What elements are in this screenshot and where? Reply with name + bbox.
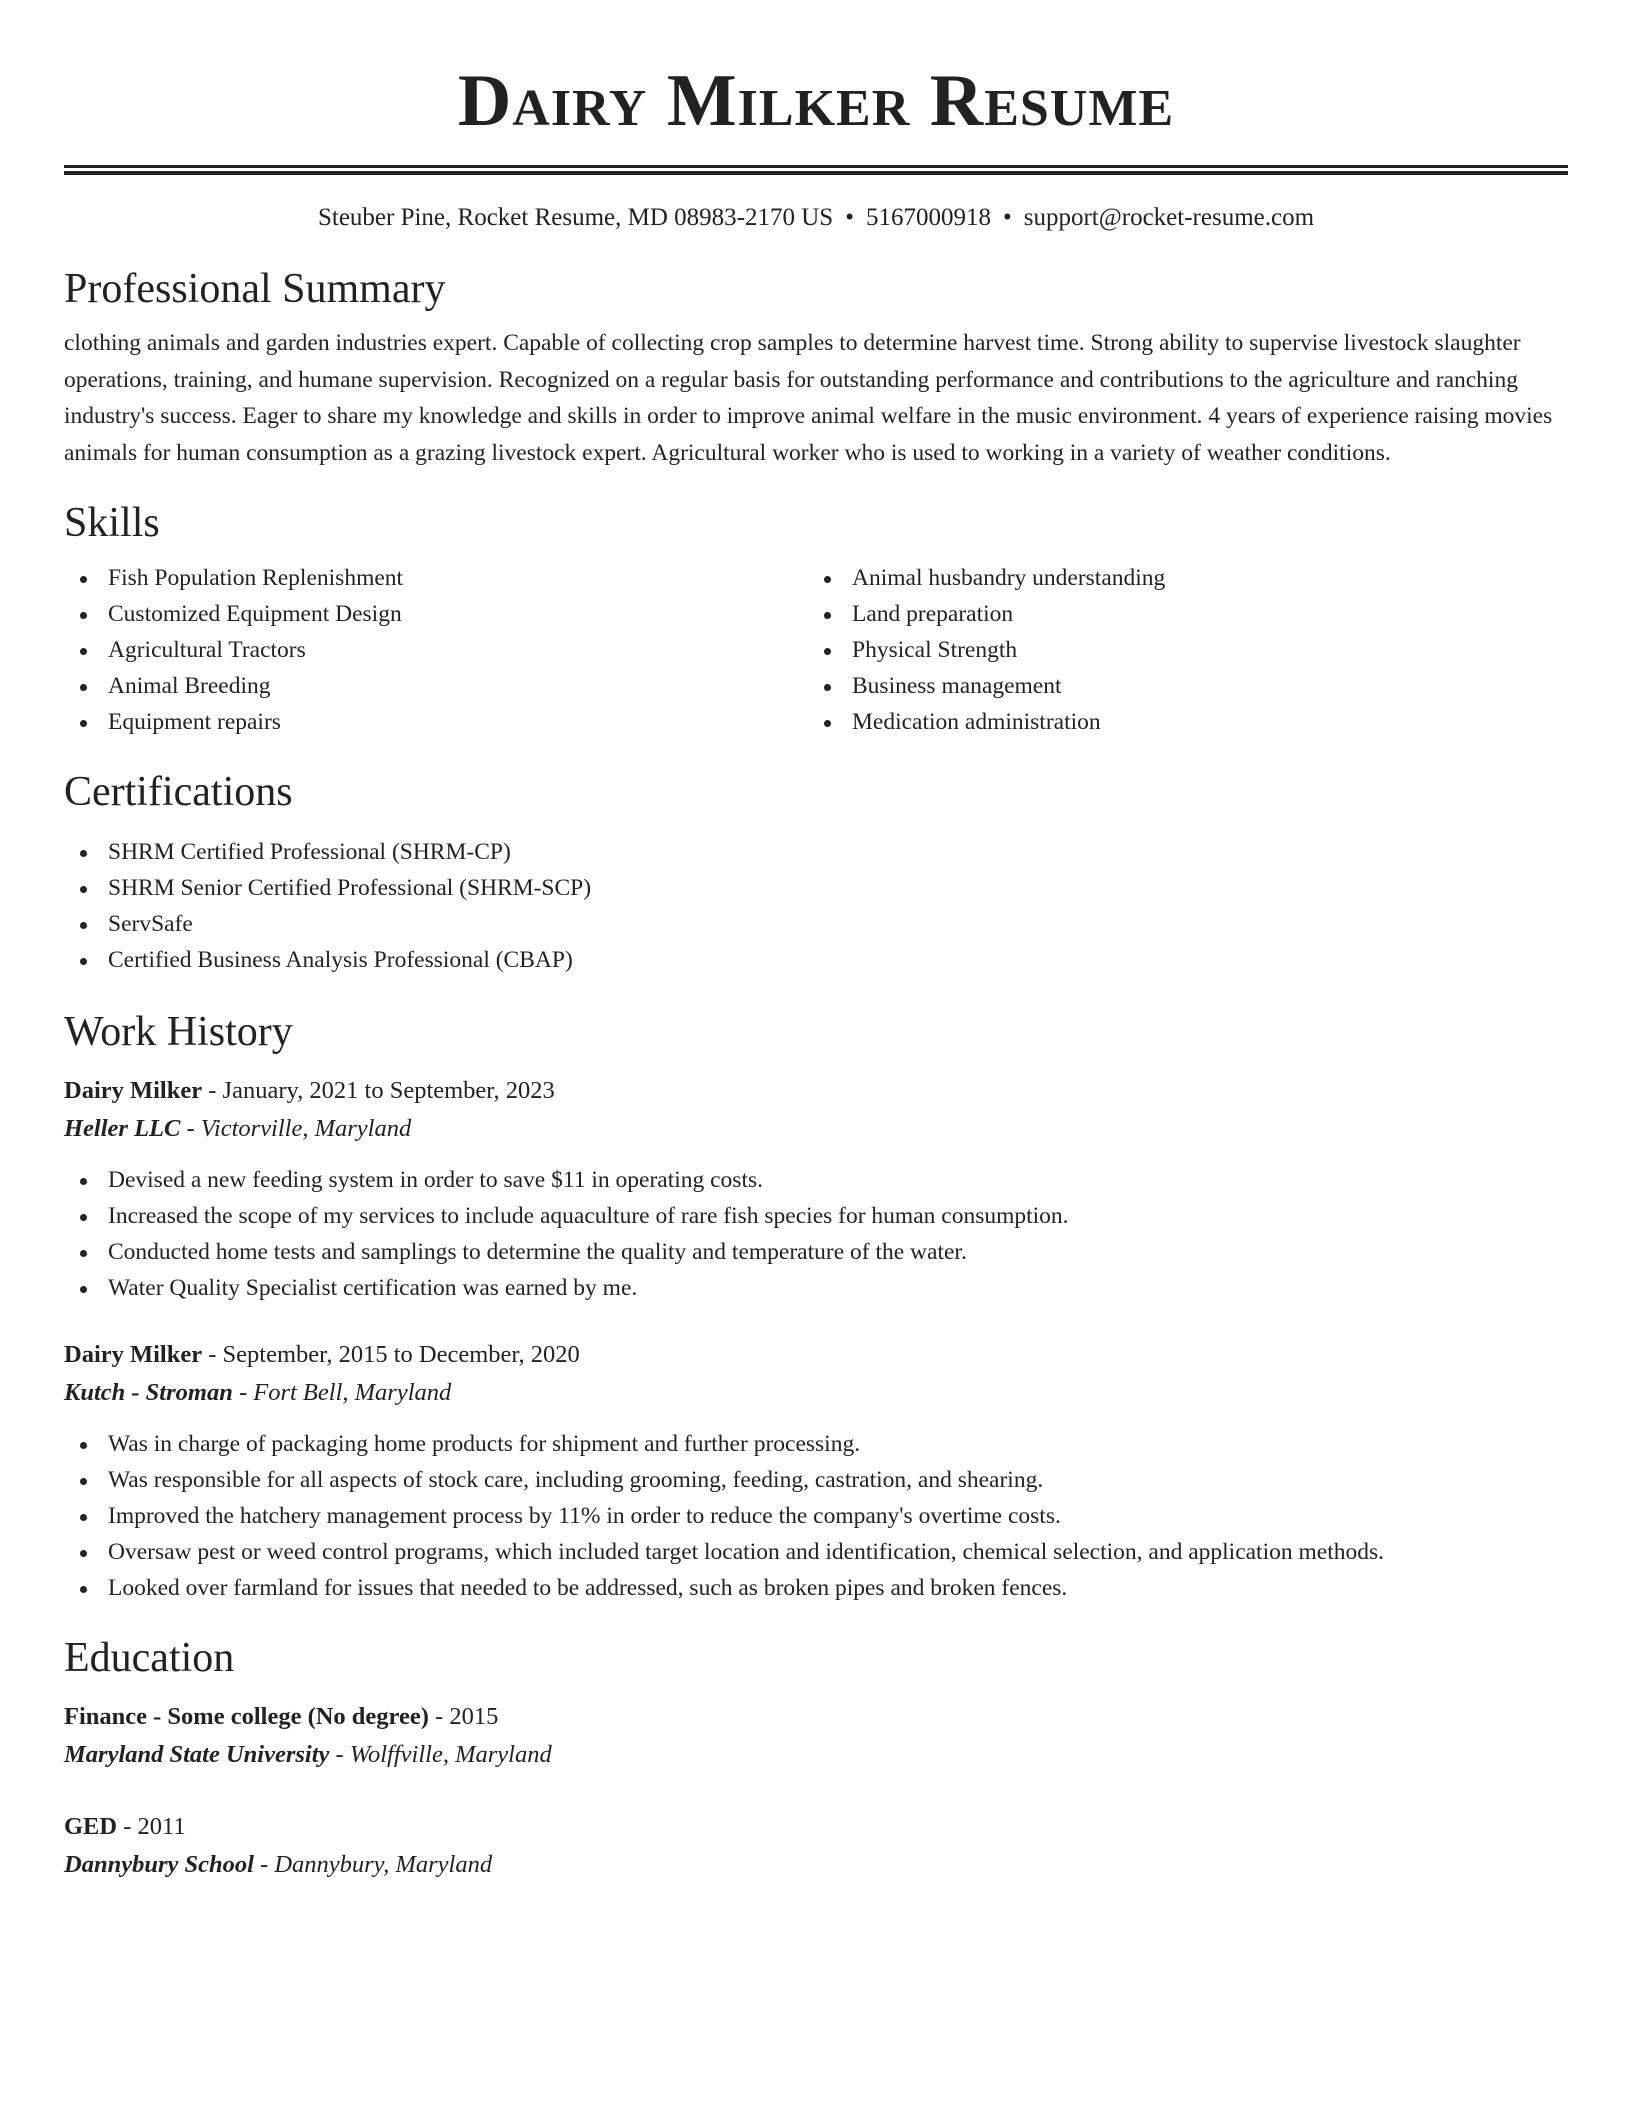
work-history-heading: Work History xyxy=(64,1009,293,1055)
education-school: Dannybury School xyxy=(64,1851,254,1878)
certification-item: Certified Business Analysis Professional (CBAP) xyxy=(64,942,1568,978)
skill-item: Business management xyxy=(808,668,1552,704)
skill-item: Medication administration xyxy=(808,704,1552,740)
skill-item: Agricultural Tractors xyxy=(64,632,808,668)
skill-item: Customized Equipment Design xyxy=(64,596,808,632)
education-degree-line xyxy=(64,1808,1568,1846)
job-bullet: Improved the hatchery management process by 11% in order to reduce the company's overtime costs. xyxy=(64,1498,1568,1534)
education-degree-line xyxy=(64,1698,1568,1736)
job-dates: - January, 2021 to September, 2023 xyxy=(202,1077,555,1104)
job-bullet: Water Quality Specialist certification was earned by me. xyxy=(64,1270,1568,1306)
job-location: - Fort Bell, Maryland xyxy=(232,1379,452,1406)
skill-item: Land preparation xyxy=(808,596,1552,632)
job-title-line xyxy=(64,1072,1568,1110)
job-bullet: Conducted home tests and samplings to determine the quality and temperature of the water. xyxy=(64,1234,1568,1270)
skill-item: Fish Population Replenishment xyxy=(64,560,808,596)
contact-separator: • xyxy=(1002,204,1012,231)
certification-item: ServSafe xyxy=(64,906,1568,942)
contact-line xyxy=(64,201,1568,235)
job-title-line xyxy=(64,1336,1568,1374)
skills-heading: Skills xyxy=(64,500,160,546)
skills-columns xyxy=(64,560,1568,740)
contact-email: support@rocket-resume.com xyxy=(1023,204,1315,231)
education-school-line xyxy=(64,1846,1568,1884)
summary-heading: Professional Summary xyxy=(64,266,446,312)
job-company-line xyxy=(64,1374,1568,1412)
job-bullet: Looked over farmland for issues that needed to be addressed, such as broken pipes and broken fences. xyxy=(64,1570,1568,1606)
education-degree: GED xyxy=(64,1813,118,1840)
job-bullet: Was responsible for all aspects of stock care, including grooming, feeding, castration, and shearing. xyxy=(64,1462,1568,1498)
skills-right-list xyxy=(808,560,1552,740)
job-title: Dairy Milker xyxy=(64,1341,203,1368)
job-company: Heller LLC xyxy=(64,1115,181,1142)
job-title: Dairy Milker xyxy=(64,1077,203,1104)
job-bullet-list xyxy=(64,1162,1568,1306)
contact-address: Steuber Pine, Rocket Resume, MD 08983-2170 US xyxy=(317,204,834,231)
skill-item: Animal husbandry understanding xyxy=(808,560,1552,596)
education-location: - Dannybury, Maryland xyxy=(253,1851,493,1878)
skills-left-list xyxy=(64,560,808,740)
summary-text: clothing animals and garden industries expert. Capable of collecting crop samples to determine harvest time. Strong ability to supervise livestock slaughter operations, training, and humane supervision. Recognized on a regular basis for outstanding performance and contributions to the agriculture and ranching industry's success. Eager to share my knowledge and skills in order to improve animal welfare in the music environment. 4 years of experience raising movies animals for human consumption as a grazing livestock expert. Agricultural worker who is used to working in a variety of weather conditions. xyxy=(64,330,1553,466)
contact-separator: • xyxy=(845,204,854,231)
certifications-heading: Certifications xyxy=(64,769,293,815)
certification-item: SHRM Senior Certified Professional (SHRM-SCP) xyxy=(64,870,1568,906)
education-school-line xyxy=(64,1736,1568,1774)
job-dates: - September, 2015 to December, 2020 xyxy=(202,1341,580,1368)
education-year: - 2015 xyxy=(428,1703,499,1730)
title-double-rule xyxy=(64,165,1568,175)
job-entry xyxy=(64,1072,1568,1306)
education-heading: Education xyxy=(64,1635,235,1681)
contact-phone: 5167000918 xyxy=(865,204,991,231)
job-bullet: Oversaw pest or weed control programs, which included target location and identification, chemical selection, and application methods. xyxy=(64,1534,1568,1570)
education-school: Maryland State University xyxy=(64,1741,330,1768)
job-bullet: Increased the scope of my services to include aquaculture of rare fish species for human consumption. xyxy=(64,1198,1568,1234)
skill-item: Physical Strength xyxy=(808,632,1552,668)
education-year: - 2011 xyxy=(117,1813,186,1840)
certifications-list xyxy=(64,834,1568,978)
resume-title: Dairy Milker Resume xyxy=(457,60,1175,142)
job-company: Kutch - Stroman xyxy=(64,1379,233,1406)
skill-item: Equipment repairs xyxy=(64,704,808,740)
job-entry xyxy=(64,1336,1568,1606)
education-entry xyxy=(64,1698,1568,1774)
job-bullet: Devised a new feeding system in order to save $11 in operating costs. xyxy=(64,1162,1568,1198)
education-degree: Finance - Some college (No degree) xyxy=(64,1703,429,1730)
job-bullet: Was in charge of packaging home products for shipment and further processing. xyxy=(64,1426,1568,1462)
certification-item: SHRM Certified Professional (SHRM-CP) xyxy=(64,834,1568,870)
skill-item: Animal Breeding xyxy=(64,668,808,704)
education-location: - Wolffville, Maryland xyxy=(329,1741,552,1768)
job-bullet-list xyxy=(64,1426,1568,1606)
job-location: - Victorville, Maryland xyxy=(180,1115,412,1142)
education-entry xyxy=(64,1808,1568,1884)
job-company-line xyxy=(64,1110,1568,1148)
